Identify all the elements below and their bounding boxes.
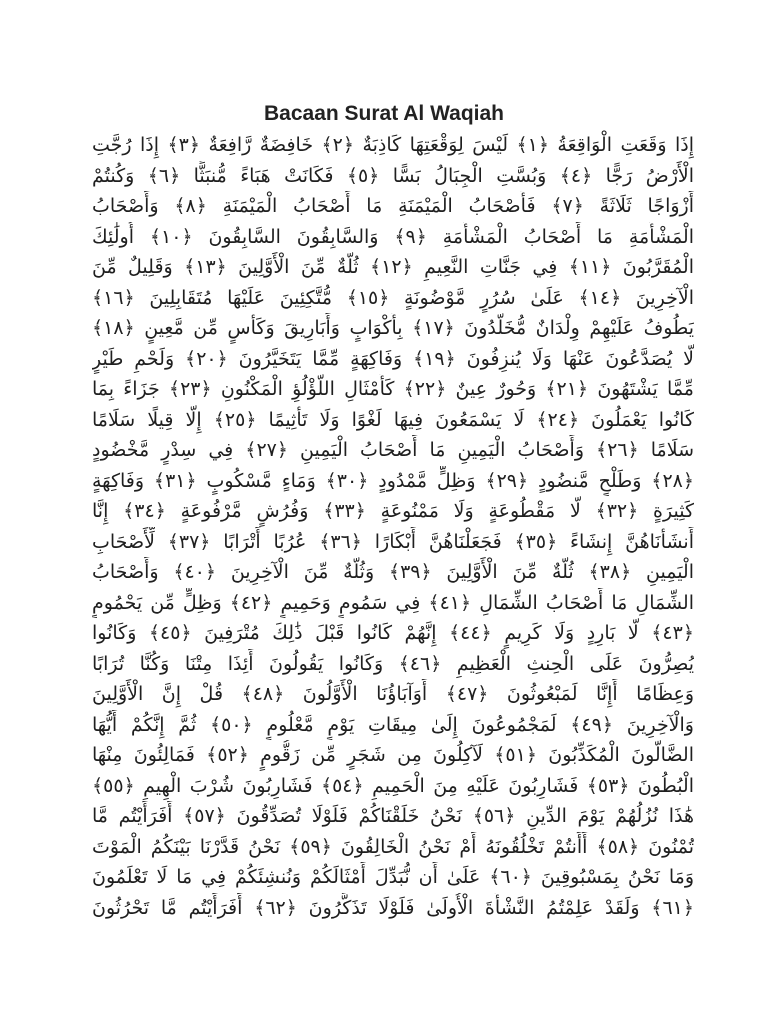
verse-line: الْيَمِينِ ﴿٣٨﴾ ثُلَّةٌ مِّنَ الْأَوَّلِينَ ﴿٣٩﴾ وَثُلَّةٌ مِّنَ الْآخِرِينَ ﴿٤٠﴾ وَأَصْحَابُ xyxy=(92,561,694,583)
document-title: Bacaan Surat Al Waqiah xyxy=(263,102,504,125)
verse-line: أَزْوَاجًا ثَلَاثَةً ﴿٧﴾ فَأَصْحَابُ الْمَيْمَنَةِ مَا أَصْحَابُ الْمَيْمَنَةِ ﴿٨﴾ وَأَصْحَابُ xyxy=(92,195,694,217)
verse-line: الْبُطُونَ ﴿٥٣﴾ فَشَارِبُونَ عَلَيْهِ مِنَ الْحَمِيمِ ﴿٥٤﴾ فَشَارِبُونَ شُرْبَ الْهِيمِ ﴿٥٥﴾ xyxy=(92,774,694,797)
verse-line: يَطُوفُ عَلَيْهِمْ وِلْدَانٌ مُّخَلَّدُونَ ﴿١٧﴾ بِأَكْوَابٍ وَأَبَارِيقَ وَكَأْسٍ مِّن مَّعِينٍ ﴿١٨﴾ xyxy=(92,317,694,339)
verse-line: ﴿٤٣﴾ لَّا بَارِدٍ وَلَا كَرِيمٍ ﴿٤٤﴾ إِنَّهُمْ كَانُوا قَبْلَ ذَٰلِكَ مُتْرَفِينَ ﴿٤٥﴾ وَكَانُوا xyxy=(92,622,694,644)
verse-line: الْمَشْأَمَةِ مَا أَصْحَابُ الْمَشْأَمَةِ ﴿٩﴾ وَالسَّابِقُونَ السَّابِقُونَ ﴿١٠﴾ أُولَٰئِكَ xyxy=(92,225,694,248)
verse-line: الْأَرْضُ رَجًّا ﴿٤﴾ وَبُسَّتِ الْجِبَالُ بَسًّا ﴿٥﴾ فَكَانَتْ هَبَاءً مُّنبَثًّا ﴿٦﴾ وَكُنتُمْ xyxy=(92,164,694,187)
verse-line: تُمْنُونَ ﴿٥٨﴾ أَأَنتُمْ تَخْلُقُونَهُ أَمْ نَحْنُ الْخَالِقُونَ ﴿٥٩﴾ نَحْنُ قَدَّرْنَا بَيْنَكُمُ الْمَوْتَ xyxy=(92,835,694,858)
verse-line: كَانُوا يَعْمَلُونَ ﴿٢٤﴾ لَا يَسْمَعُونَ فِيهَا لَغْوًا وَلَا تَأْثِيمًا ﴿٢٥﴾ إِلَّا قِيلًا سَلَامًا xyxy=(92,408,694,431)
verse-line: الضَّالُّونَ الْمُكَذِّبُونَ ﴿٥١﴾ لَآكِلُونَ مِن شَجَرٍ مِّن زَقُّومٍ ﴿٥٢﴾ فَمَالِئُونَ مِنْهَا xyxy=(92,744,694,766)
verse-line: وَعِظَامًا أَإِنَّا لَمَبْعُوثُونَ ﴿٤٧﴾ أَوَآبَاؤُنَا الْأَوَّلُونَ ﴿٤٨﴾ قُلْ إِنَّ الْأَوَّلِينَ xyxy=(92,683,694,705)
verse-line: الشِّمَالِ مَا أَصْحَابُ الشِّمَالِ ﴿٤١﴾ فِي سَمُومٍ وَحَمِيمٍ ﴿٤٢﴾ وَظِلٍّ مِّن يَحْمُومٍ xyxy=(92,591,694,614)
verse-line: ﴿٢٨﴾ وَطَلْحٍ مَّنضُودٍ ﴿٢٩﴾ وَظِلٍّ مَّمْدُودٍ ﴿٣٠﴾ وَمَاءٍ مَّسْكُوبٍ ﴿٣١﴾ وَفَاكِهَةٍ xyxy=(92,469,694,492)
verse-text-block xyxy=(92,130,694,923)
verse-line: الْمُقَرَّبُونَ ﴿١١﴾ فِي جَنَّاتِ النَّعِيمِ ﴿١٢﴾ ثُلَّةٌ مِّنَ الْأَوَّلِينَ ﴿١٣﴾ وَقَلِيلٌ مِّنَ xyxy=(92,256,694,278)
verse-line: هَٰذَا نُزُلُهُمْ يَوْمَ الدِّينِ ﴿٥٦﴾ نَحْنُ خَلَقْنَاكُمْ فَلَوْلَا تُصَدِّقُونَ ﴿٥٧﴾ أَفَرَأَيْتُم مَّا xyxy=(92,805,694,827)
verse-line: وَمَا نَحْنُ بِمَسْبُوقِينَ ﴿٦٠﴾ عَلَىٰ أَن نُّبَدِّلَ أَمْثَالَكُمْ وَنُنشِئَكُمْ فِي مَا لَا تَعْلَمُونَ xyxy=(92,866,694,888)
verse-line: لَّا يُصَدَّعُونَ عَنْهَا وَلَا يُنزِفُونَ ﴿١٩﴾ وَفَاكِهَةٍ مِّمَّا يَتَخَيَّرُونَ ﴿٢٠﴾ وَلَحْمِ طَيْرٍ xyxy=(92,347,694,370)
verse-line: مِّمَّا يَشْتَهُونَ ﴿٢١﴾ وَحُورٌ عِينٌ ﴿٢٢﴾ كَأَمْثَالِ اللُّؤْلُؤِ الْمَكْنُونِ ﴿٢٣﴾ جَزَاءً بِمَا xyxy=(92,378,694,400)
verse-line: كَثِيرَةٍ ﴿٣٢﴾ لَّا مَقْطُوعَةٍ وَلَا مَمْنُوعَةٍ ﴿٣٣﴾ وَفُرُشٍ مَّرْفُوعَةٍ ﴿٣٤﴾ إِنَّا xyxy=(92,500,694,522)
verse-line: أَنشَأْنَاهُنَّ إِنشَاءً ﴿٣٥﴾ فَجَعَلْنَاهُنَّ أَبْكَارًا ﴿٣٦﴾ عُرُبًا أَتْرَابًا ﴿٣٧﴾ لِّأَصْحَابِ xyxy=(92,530,694,553)
verse-line: ﴿٦١﴾ وَلَقَدْ عَلِمْتُمُ النَّشْأَةَ الْأُولَىٰ فَلَوْلَا تَذَكَّرُونَ ﴿٦٢﴾ أَفَرَأَيْتُم مَّا تَحْرُثُونَ xyxy=(92,896,694,919)
verse-line: الْآخِرِينَ ﴿١٤﴾ عَلَىٰ سُرُرٍ مَّوْضُونَةٍ ﴿١٥﴾ مُّتَّكِئِينَ عَلَيْهَا مُتَقَابِلِينَ ﴿١٦﴾ xyxy=(92,286,694,309)
verse-line: سَلَامًا ﴿٢٦﴾ وَأَصْحَابُ الْيَمِينِ مَا أَصْحَابُ الْيَمِينِ ﴿٢٧﴾ فِي سِدْرٍ مَّخْضُودٍ xyxy=(92,439,694,461)
verse-line: وَالْآخِرِينَ ﴿٤٩﴾ لَمَجْمُوعُونَ إِلَىٰ مِيقَاتِ يَوْمٍ مَّعْلُومٍ ﴿٥٠﴾ ثُمَّ إِنَّكُمْ أَيُّهَا xyxy=(92,713,694,736)
verse-line: إِذَا وَقَعَتِ الْوَاقِعَةُ ﴿١﴾ لَيْسَ لِوَقْعَتِهَا كَاذِبَةٌ ﴿٢﴾ خَافِضَةٌ رَّافِعَةٌ ﴿٣﴾ إِذَا رُجَّتِ xyxy=(92,134,694,156)
verse-line: يُصِرُّونَ عَلَى الْحِنثِ الْعَظِيمِ ﴿٤٦﴾ وَكَانُوا يَقُولُونَ أَئِذَا مِتْنَا وَكُنَّا تُرَابًا xyxy=(92,652,694,675)
